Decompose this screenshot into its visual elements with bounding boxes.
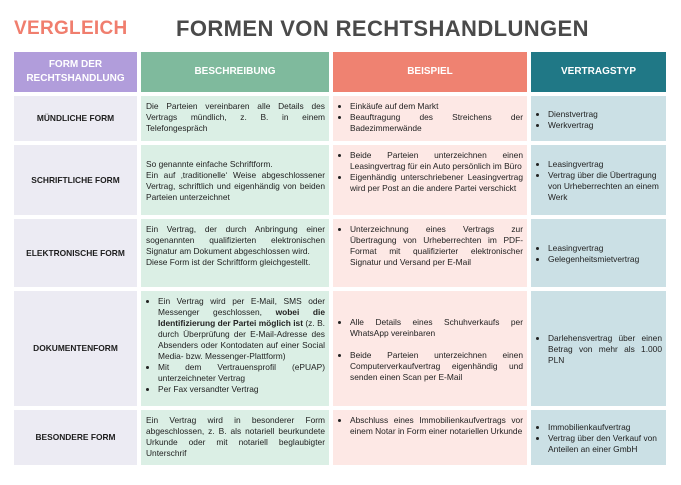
row-description-electronic: Ein Vertrag, der durch Anbringung einer sogenannten qualifizierten elektronischen Signatur am Dokument abgeschlossen wird. Diese Form ist der Schriftform gleichgestellt. <box>141 219 329 287</box>
row-examples-electronic <box>333 219 527 287</box>
row-types-electronic <box>531 219 666 287</box>
column-header-contract-type: VERTRAGSTYP <box>531 52 666 92</box>
row-types-special <box>531 410 666 465</box>
row-examples-document <box>333 291 527 406</box>
example-item: • Abschluss eines Immobilienkaufvertrags vor einem Notar in Form einer notariellen Urkunde <box>350 415 523 437</box>
row-types-oral <box>531 96 666 141</box>
description-item: • Per Fax versandter Vertrag <box>158 384 325 395</box>
row-form-special: BESONDERE FORM <box>14 410 137 465</box>
example-item: • Alle Details eines Schuhverkaufs per WhatsApp vereinbaren <box>350 317 523 339</box>
type-item: • Immobilienkaufvertrag <box>548 422 662 433</box>
description-item: • Mit dem Vertrauensprofil (ePUAP) unterzeichneter Vertrag <box>158 362 325 384</box>
example-item: • Eigenhändig unterschriebener Leasingvertrag wird per Post an die andere Partei verschickt <box>350 172 523 194</box>
row-form-oral: MÜNDLICHE FORM <box>14 96 137 141</box>
column-header-description: BESCHREIBUNG <box>141 52 329 92</box>
example-item: • Beauftragung des Streichens der Badezimmerwände <box>350 112 523 134</box>
example-item: • Unterzeichnung eines Vertrags zur Übertragung von Urheberrechten im PDF-Format mit qualifizierter elektronischer Signatur und Versand per E-Mail <box>350 224 523 268</box>
type-item: • Dienstvertrag <box>548 109 662 120</box>
row-description-document <box>141 291 329 406</box>
example-item: • Beide Parteien unterzeichnen einen Leasingvertrag für ein Auto persönlich im Büro <box>350 150 523 172</box>
column-header-form: FORM DER RECHTSHANDLUNG <box>14 52 137 92</box>
row-examples-written <box>333 145 527 215</box>
column-header-example: BEISPIEL <box>333 52 527 92</box>
description-item: • Ein Vertrag wird per E-Mail, SMS oder Messenger geschlossen, wobei die Identifizierung der Partei möglich ist (z. B. durch Überprüfung der E-Mail-Adresse des Absenders oder Kontodaten auf einer Social Media- bzw. Messenger-Plattform) <box>158 296 325 362</box>
row-description-oral: Die Parteien vereinbaren alle Details des Vertrags mündlich, z. B. in einem Telefongespräch <box>141 96 329 141</box>
row-form-electronic: ELEKTRONISCHE FORM <box>14 219 137 287</box>
row-types-written <box>531 145 666 215</box>
type-item: • Vertrag über den Verkauf von Anteilen an einer GmbH <box>548 433 662 455</box>
row-examples-oral <box>333 96 527 141</box>
row-description-special: Ein Vertrag wird in besonderer Form abgeschlossen, z. B. als notariell beurkundete Urkunde oder mit notariell beglaubigter Unterschrif <box>141 410 329 465</box>
type-item: • Leasingvertrag <box>548 159 662 170</box>
row-types-document <box>531 291 666 406</box>
type-item: • Werkvertrag <box>548 120 662 131</box>
row-examples-special <box>333 410 527 465</box>
type-item: • Vertrag über die Übertragung von Urheberrechten an einem Werk <box>548 170 662 203</box>
type-item: • Leasingvertrag <box>548 243 662 254</box>
page-title: FORMEN VON RECHTSHANDLUNGEN <box>176 16 589 41</box>
comparison-label: VERGLEICH <box>14 18 128 39</box>
example-item: • Beide Parteien unterzeichnen einen Computerverkaufvertrag eigenhändig und senden einen Scan per E-Mail <box>350 350 523 383</box>
row-form-document: DOKUMENTENFORM <box>14 291 137 406</box>
type-item: • Gelegenheitsmietvertrag <box>548 254 662 265</box>
type-item: • Darlehensvertrag über einen Betrag von mehr als 1.000 PLN <box>548 333 662 366</box>
example-item: • Einkäufe auf dem Markt <box>350 101 523 112</box>
row-form-written: SCHRIFTLICHE FORM <box>14 145 137 215</box>
row-description-written: So genannte einfache Schriftform. Ein auf ‚traditionelle‘ Weise abgeschlossener Vertrag, schriftlich und eigenhändig von beiden Parteien unterzeichnet <box>141 145 329 215</box>
